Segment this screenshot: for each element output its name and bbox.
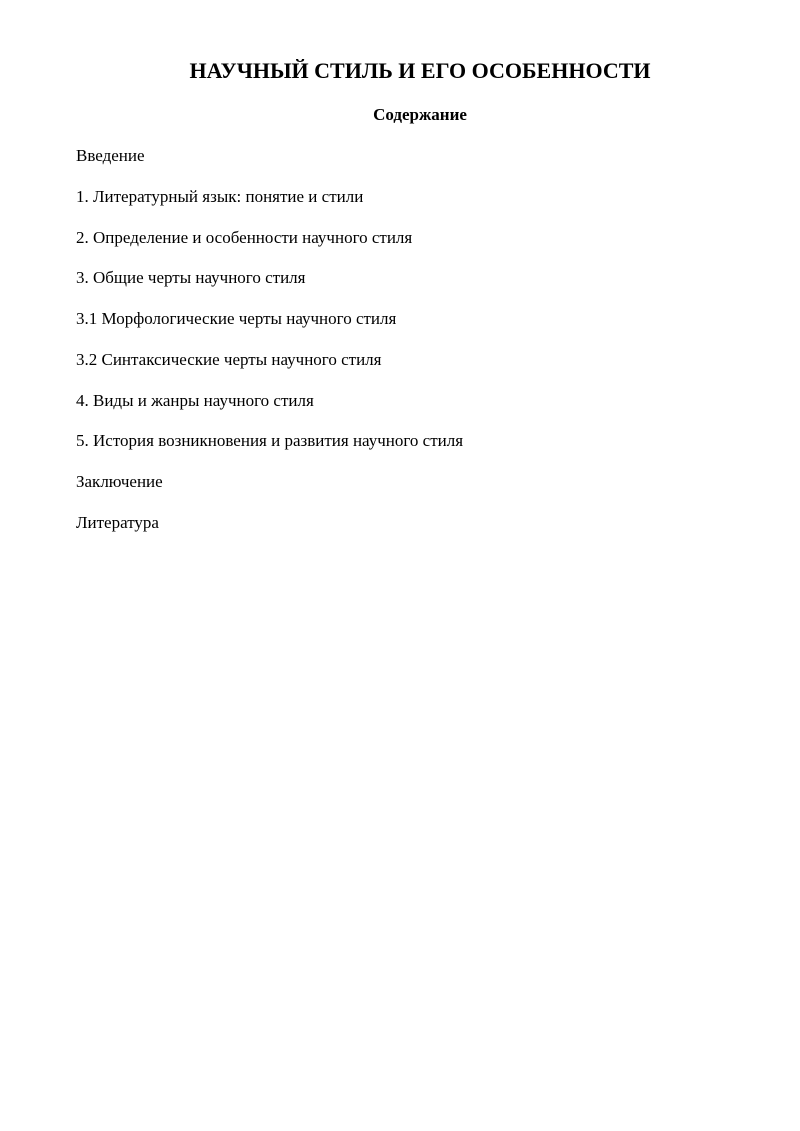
toc-item-section-3: 3. Общие черты научного стиля bbox=[76, 268, 306, 288]
toc-item-section-5: 5. История возникновения и развития научного стиля bbox=[76, 431, 464, 451]
toc-item-references: Литература bbox=[76, 512, 159, 532]
toc-item-section-4: 4. Виды и жанры научного стиля bbox=[76, 390, 314, 410]
toc-item-section-3-2: 3.2 Синтаксические черты научного стиля bbox=[76, 349, 382, 369]
toc-item-section-2: 2. Определение и особенности научного стиля bbox=[76, 227, 413, 247]
toc-item-introduction: Введение bbox=[76, 146, 145, 165]
toc-heading: Содержание bbox=[373, 105, 467, 124]
toc-item-section-3-1: 3.1 Морфологические черты научного стиля bbox=[76, 309, 397, 328]
toc-item-section-1: 1. Литературный язык: понятие и стили bbox=[76, 186, 364, 206]
table-of-contents bbox=[76, 144, 463, 552]
toc-item-conclusion: Заключение bbox=[76, 472, 163, 491]
document-title: НАУЧНЫЙ СТИЛЬ И ЕГО ОСОБЕННОСТИ bbox=[189, 58, 651, 83]
